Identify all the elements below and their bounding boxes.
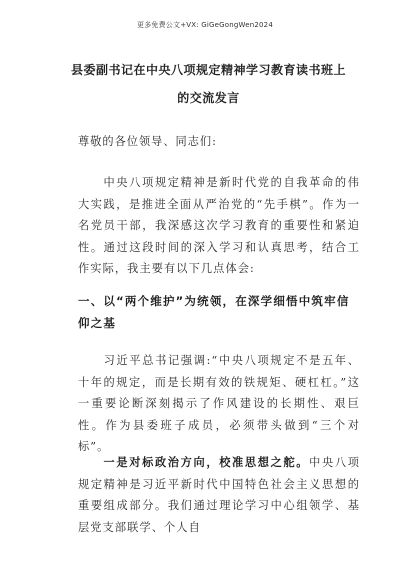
paragraph-quote	[78, 350, 360, 458]
paragraph-point-1	[78, 452, 360, 538]
point-1-text: 中央八项规定精神是习近平新时代中国特色社会主义思想的重要组成部分。我们通过理论学习中心组领学、基层党支部联学、个人自	[78, 456, 360, 534]
paragraph-intro-text: 中央八项规定精神是新时代党的自我革命的伟大实践，是推进全面从严治党的“先手棋”。作为一名党员干部，我深感这次学习教育的重要性和紧迫性。通过这段时间的深入学习和认真思考，结合工作实际，我主要有以下几点体会:	[78, 176, 360, 275]
point-1-lead: 一是对标政治方向，校准思想之舵。	[103, 456, 310, 469]
document-title: 县委副书记在中央八项规定精神学习教育读书班上的交流发言	[70, 63, 346, 105]
salutation: 尊敬的各位领导、同志们:	[78, 135, 217, 148]
paragraph-quote-text: 习近平总书记强调:“中央八项规定不是五年、十年的规定，而是长期有效的铁规矩、硬杠杠。”这一重要论断深刻揭示了作风建设的长期性、艰巨性。作为县委班子成员，必须带头做到“三个对标”。	[78, 354, 360, 453]
header-note: 更多免费公文+VX: GiGeGongWen2024	[137, 21, 273, 29]
section-heading-1: 一、以“两个维护”为统领，在深学细悟中筑牢信仰之基	[78, 294, 350, 330]
paragraph-intro	[78, 172, 360, 280]
